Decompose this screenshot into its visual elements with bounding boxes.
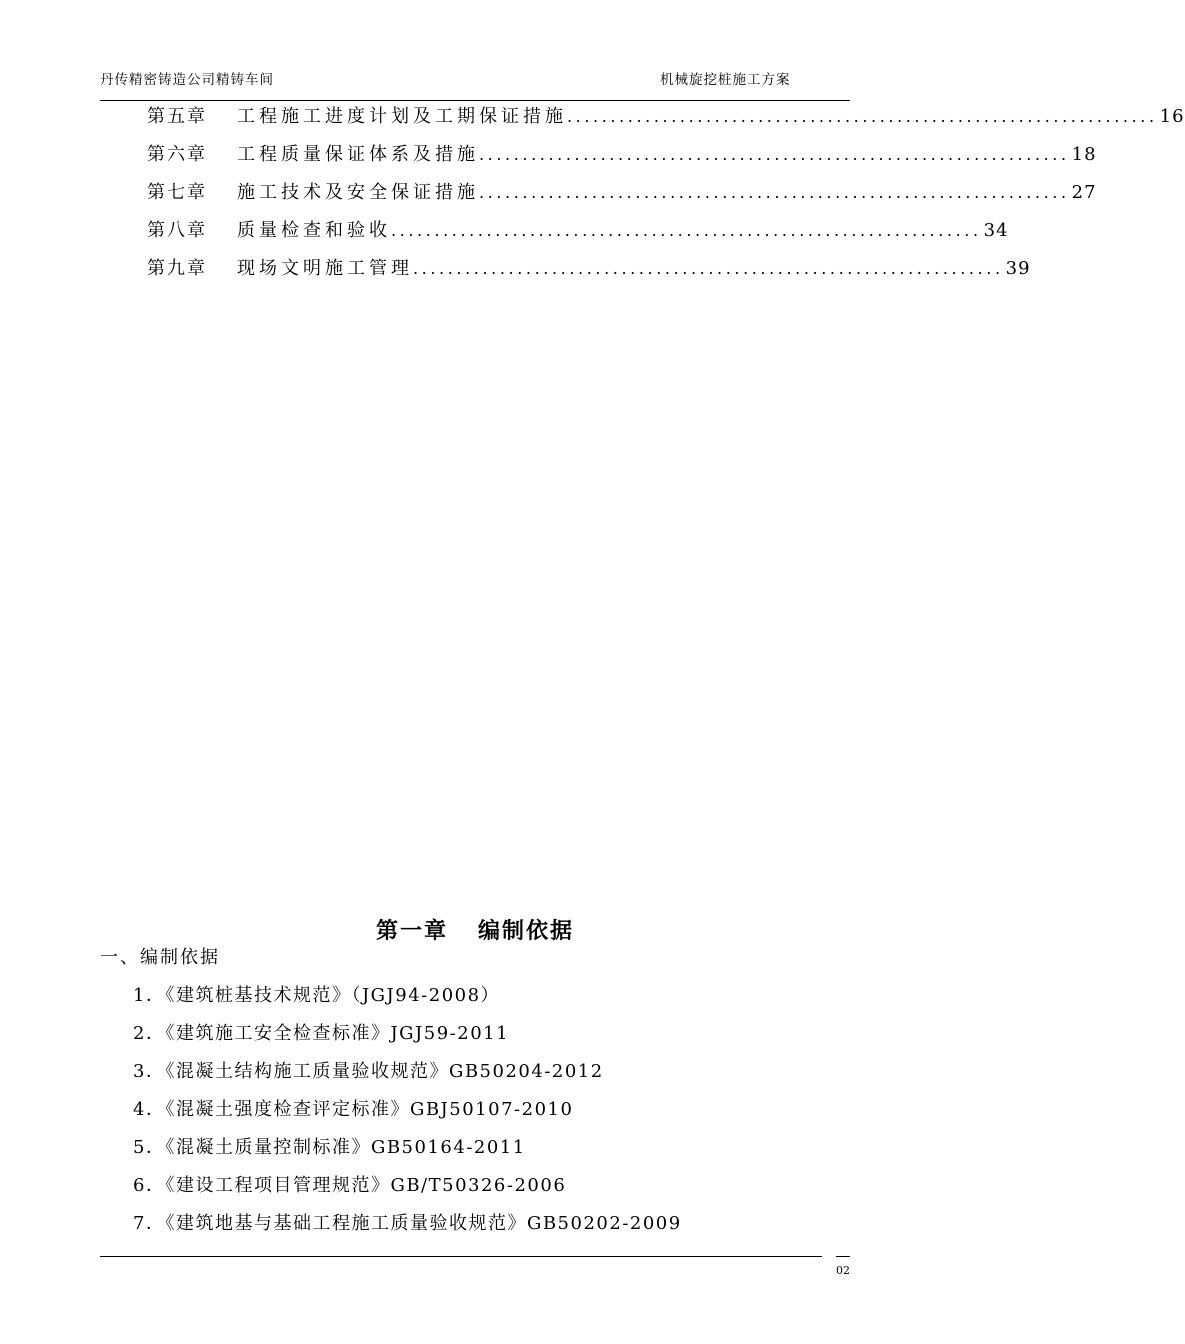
table-of-contents [147,98,1185,288]
reference-item: 7．《建筑地基与基础工程施工质量验收规范》GB50202-2009 [133,1213,682,1234]
toc-chapter-number: 第八章 [147,220,207,241]
toc-leader-dots: .................................................................... [479,183,1070,202]
chapter-heading [0,914,950,945]
reference-item: 6．《建设工程项目管理规范》GB/T50326-2006 [133,1175,567,1196]
toc-page-number: 18 [1071,144,1097,165]
reference-item: 2．《建筑施工安全检查标准》JGJ59-2011 [133,1023,510,1044]
toc-chapter-title: 工程施工进度计划及工期保证措施 [237,106,567,127]
toc-entry[interactable] [147,136,1097,174]
footer-rule [100,1256,822,1257]
reference-list [133,982,682,1248]
chapter-heading-number: 第一章 [375,918,448,944]
toc-page-number: 27 [1071,182,1097,203]
toc-leader-dots: .................................................................... [479,145,1070,164]
chapter-heading-title: 编制依据 [478,918,575,944]
toc-leader-dots: .................................................................... [413,259,1004,278]
reference-item: 3．《混凝土结构施工质量验收规范》GB50204-2012 [133,1061,604,1082]
section-heading: 一、编制依据 [100,947,220,968]
header-document-title: 机械旋挖桩施工方案 [660,72,791,88]
toc-page-number: 39 [1005,258,1031,279]
toc-page-number: 16 [1159,106,1185,127]
page-number: 02 [836,1264,850,1277]
reference-item: 1．《建筑桩基技术规范》（JGJ94-2008） [133,985,501,1006]
toc-chapter-title: 质量检查和验收 [237,220,391,241]
toc-chapter-number: 第九章 [147,258,207,279]
toc-entry[interactable] [147,212,1009,250]
toc-chapter-number: 第七章 [147,182,207,203]
toc-chapter-number: 第五章 [147,106,207,127]
toc-chapter-number: 第六章 [147,144,207,165]
footer-page-rule [836,1256,850,1257]
toc-page-number: 34 [983,220,1009,241]
toc-entry[interactable] [147,250,1031,288]
toc-leader-dots: .................................................................... [567,107,1158,126]
toc-entry[interactable] [147,174,1097,212]
reference-item: 4．《混凝土强度检查评定标准》GBJ50107-2010 [133,1099,574,1120]
toc-chapter-title: 现场文明施工管理 [237,258,413,279]
toc-entry[interactable] [147,98,1185,136]
toc-leader-dots: .................................................................... [391,221,982,240]
reference-item: 5．《混凝土质量控制标准》GB50164-2011 [133,1137,526,1158]
toc-chapter-title: 工程质量保证体系及措施 [237,144,479,165]
header-company: 丹传精密铸造公司精铸车间 [100,72,274,88]
toc-chapter-title: 施工技术及安全保证措施 [237,182,479,203]
